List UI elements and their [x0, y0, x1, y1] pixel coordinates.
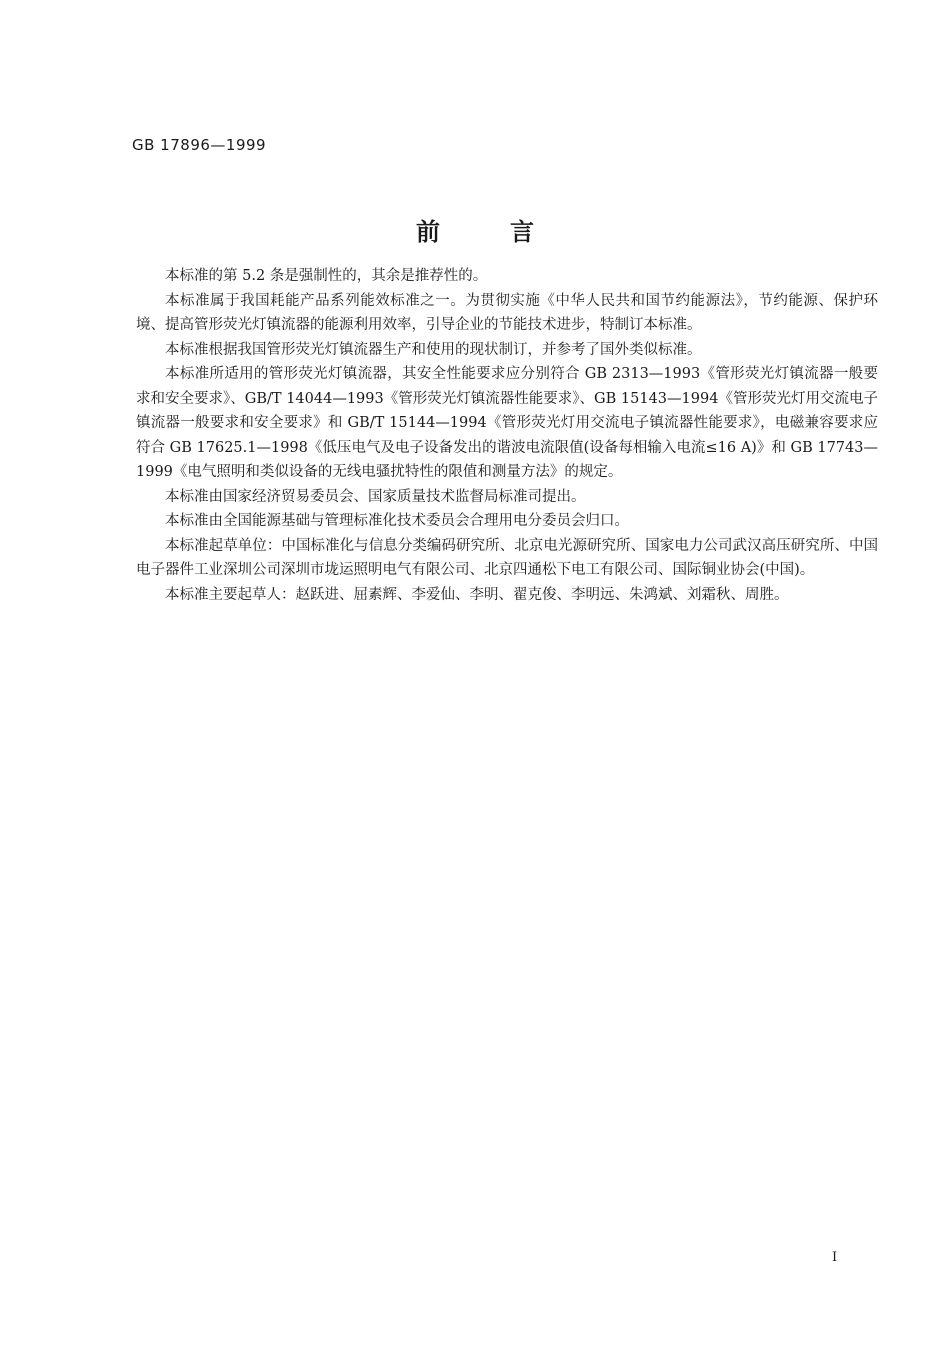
standard-number: GB 17896—1999	[132, 136, 267, 154]
paragraph: 本标准所适用的管形荧光灯镇流器，其安全性能要求应分别符合 GB 2313—1993《管形荧光灯镇流器一般要求和安全要求》、GB/T 14044—1993《管形荧光灯镇流器性能要求》、GB 15143—1994《管形荧光灯用交流电子镇流器一般要求和安全要求》和 GB/T 15144—1994《管形荧光灯用交流电子镇流器性能要求》，电磁兼容要求应符合 GB 17625.1—1998《低压电气及电子设备发出的谐波电流限值(设备每相输入电流≤16 A)》和 GB 17743—1999《电气照明和类似设备的无线电骚扰特性的限值和测量方法》的规定。	[136, 366, 878, 480]
paragraph: 本标准由国家经济贸易委员会、国家质量技术监督局标准司提出。	[165, 488, 586, 505]
paragraph: 本标准根据我国管形荧光灯镇流器生产和使用的现状制订，并参考了国外类似标准。	[165, 341, 702, 358]
page-number: I	[832, 1250, 838, 1265]
paragraph: 本标准起草单位：中国标准化与信息分类编码研究所、北京电光源研究所、国家电力公司武汉高压研究所、中国电子器件工业深圳公司深圳市垅运照明电气有限公司、北京四通松下电工有限公司、国际铜业协会(中国)。	[136, 537, 878, 578]
paragraph: 本标准的第 5.2 条是强制性的，其余是推荐性的。	[165, 268, 488, 284]
page-title	[0, 212, 950, 247]
title-char-2: 言	[510, 218, 534, 246]
paragraph: 本标准由全国能源基础与管理标准化技术委员会合理用电分委员会归口。	[165, 513, 629, 529]
paragraph: 本标准属于我国耗能产品系列能效标准之一。为贯彻实施《中华人民共和国节约能源法》，节约能源、保护环境、提高管形荧光灯镇流器的能源利用效率，引导企业的节能技术进步，特制订本标准。	[136, 292, 878, 333]
paragraph: 本标准主要起草人：赵跃进、屈素辉、李爱仙、李明、翟克俊、李明远、朱鸿斌、刘霜秋、周胜。	[165, 586, 789, 603]
title-char-1: 前	[416, 218, 440, 246]
foreword-body	[136, 264, 878, 607]
